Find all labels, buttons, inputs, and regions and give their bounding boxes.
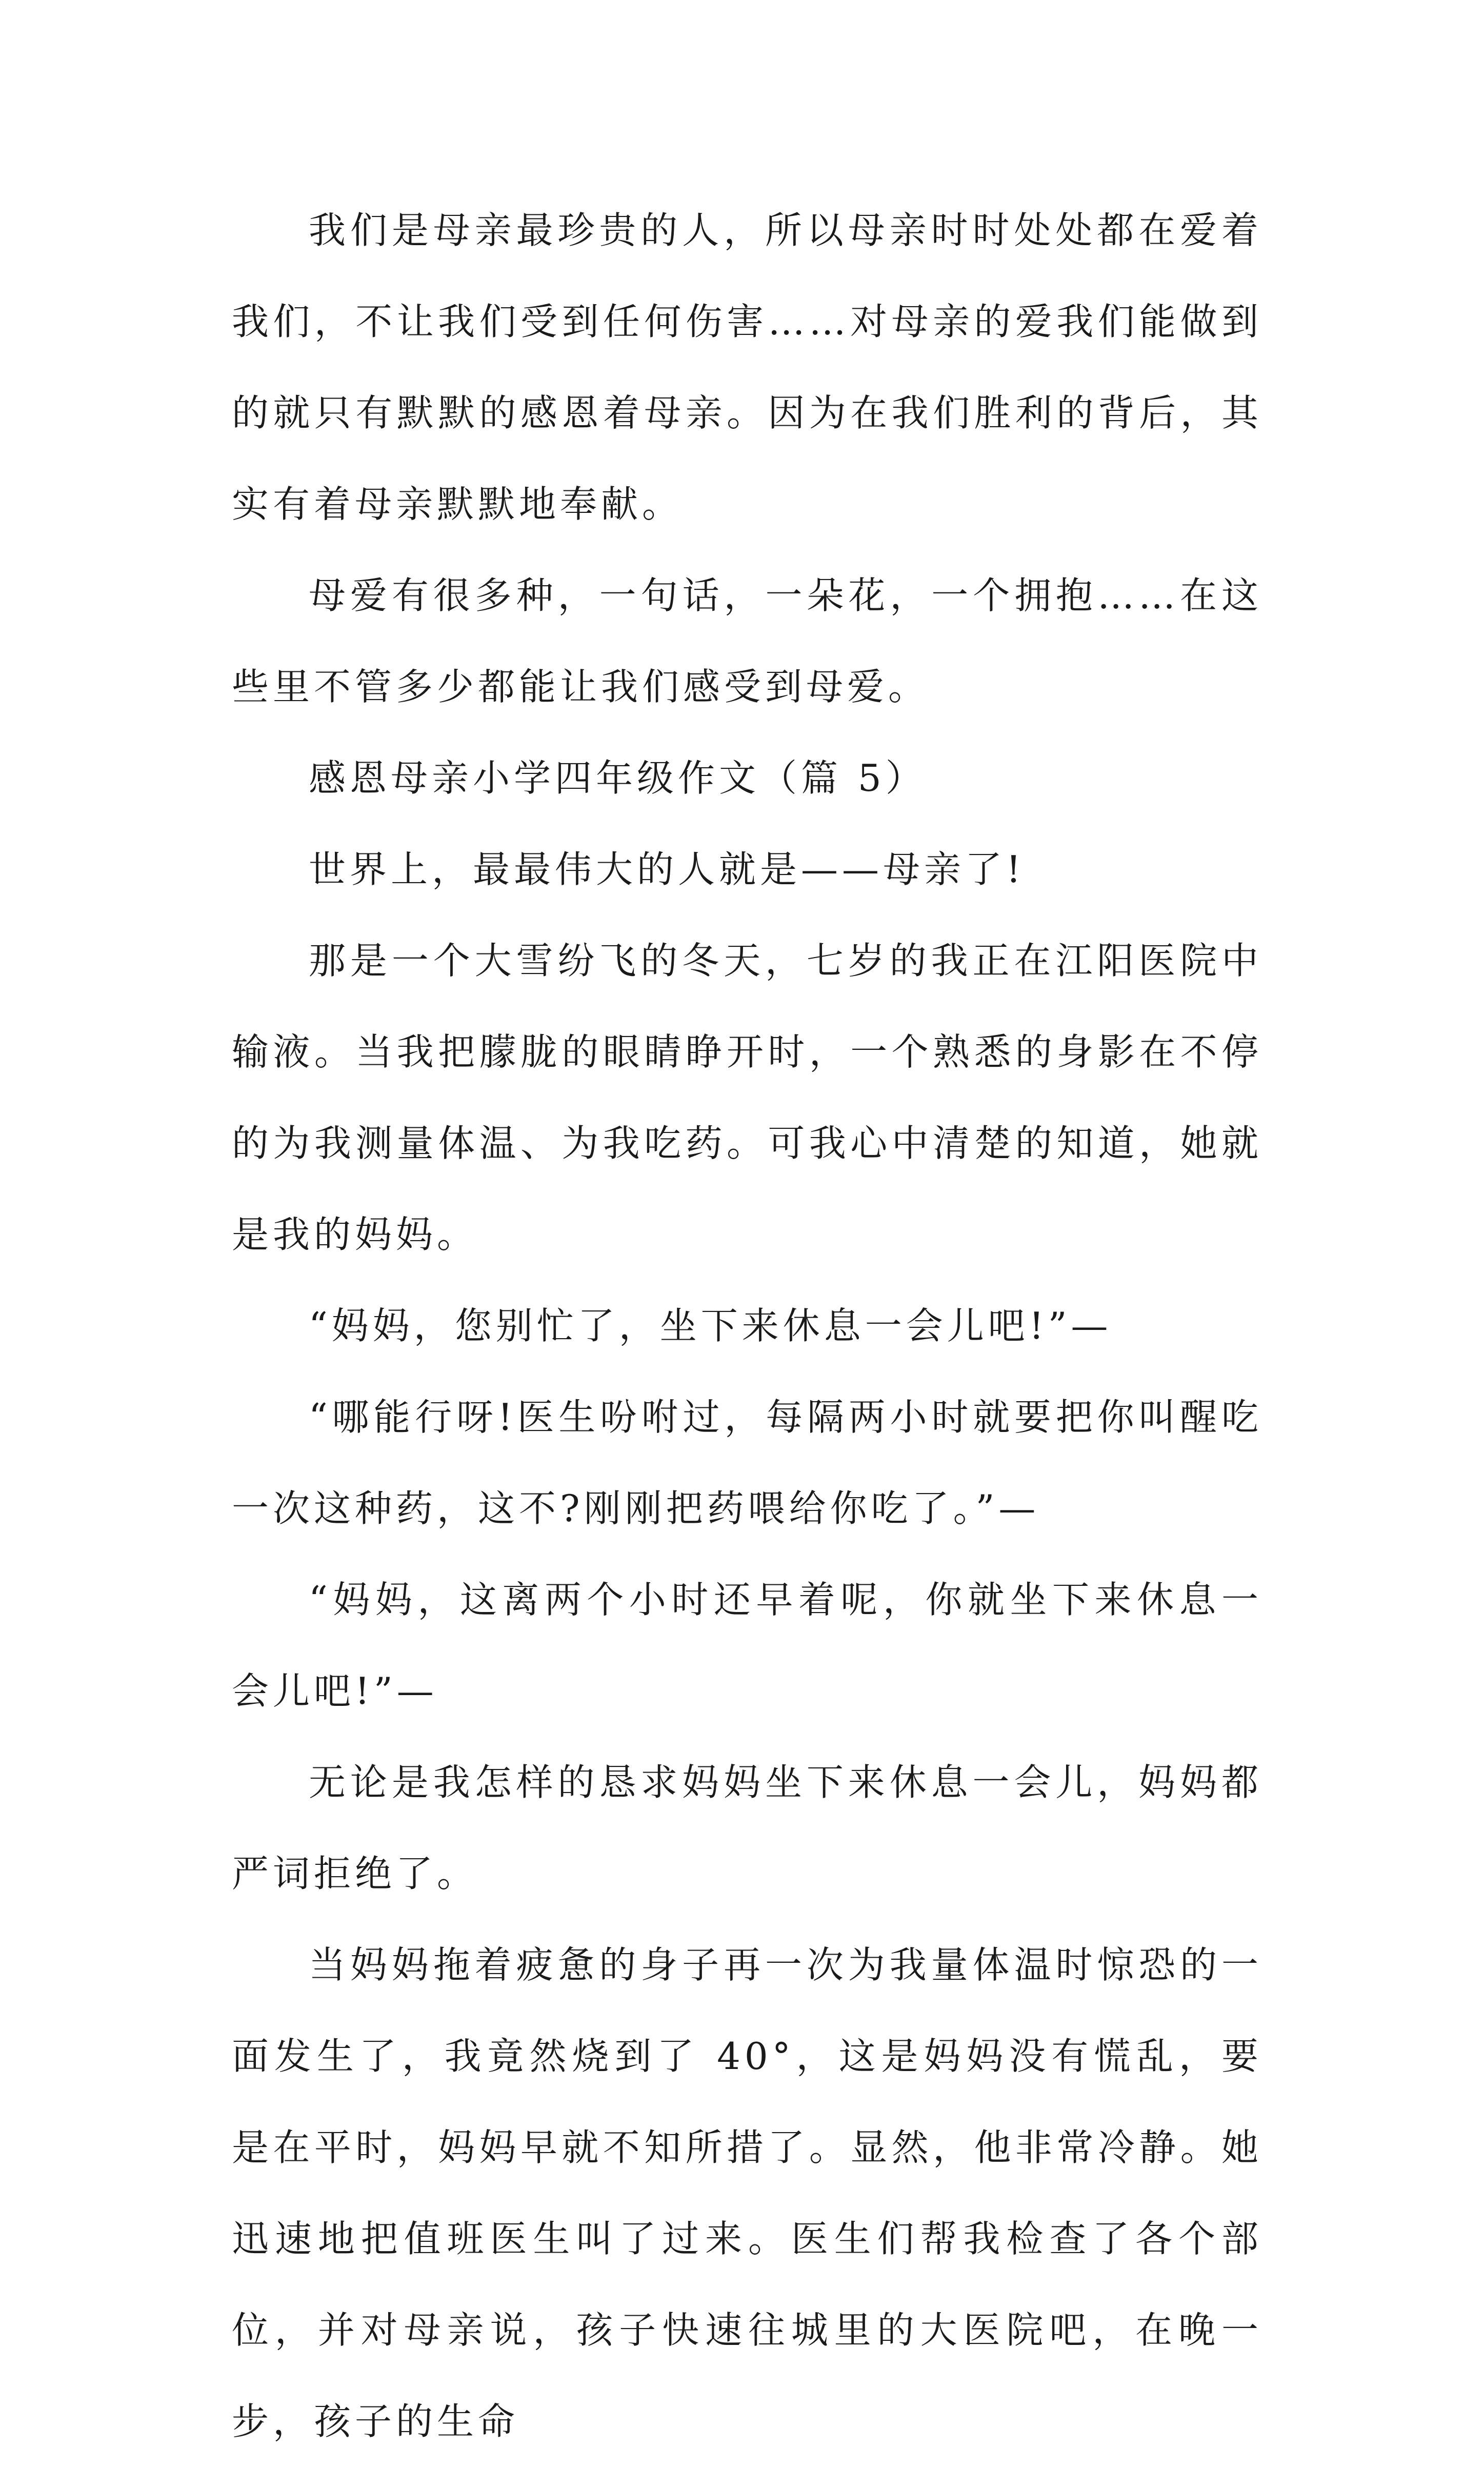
paragraph: 当妈妈拖着疲惫的身子再一次为我量体温时惊恐的一面发生了，我竟然烧到了 40°，这是妈妈没有慌乱，要是在平时，妈妈早就不知所措了。显然，他非常冷静。她迅速地把值班医生叫了过来。医生们帮我检查了各个部位，并对母亲说，孩子快速往城里的大医院吧，在晚一步，孩子的生命 [232, 1943, 1262, 2443]
document-body [232, 185, 1262, 2467]
section-title: 感恩母亲小学四年级作文（篇 5） [309, 757, 927, 800]
paragraph: “哪能行呀!医生吩咐过，每隔两小时就要把你叫醒吃一次这种药，这不?刚刚把药喂给你吃了。”— [232, 1396, 1262, 1530]
paragraph: 母爱有很多种，一句话，一朵花，一个拥抱……在这些里不管多少都能让我们感受到母爱。 [232, 574, 1262, 708]
paragraph: “妈妈，您别忙了，坐下来休息一会儿吧!”— [309, 1304, 1112, 1347]
paragraph: 世界上，最最伟大的人就是——母亲了! [309, 848, 1025, 891]
paragraph: 我们是母亲最珍贵的人，所以母亲时时处处都在爱着我们，不让我们受到任何伤害……对母亲的爱我们能做到的就只有默默的感恩着母亲。因为在我们胜利的背后，其实有着母亲默默地奉献。 [232, 209, 1262, 526]
paragraph: “妈妈，这离两个小时还早着呢，你就坐下来休息一会儿吧!”— [232, 1578, 1262, 1713]
paragraph: 无论是我怎样的恳求妈妈坐下来休息一会儿，妈妈都严词拒绝了。 [232, 1761, 1262, 1895]
paragraph: 那是一个大雪纷飞的冬天，七岁的我正在江阳医院中输液。当我把朦胧的眼睛睁开时，一个熟悉的身影在不停的为我测量体温、为我吃药。可我心中清楚的知道，她就是我的妈妈。 [232, 939, 1262, 1256]
